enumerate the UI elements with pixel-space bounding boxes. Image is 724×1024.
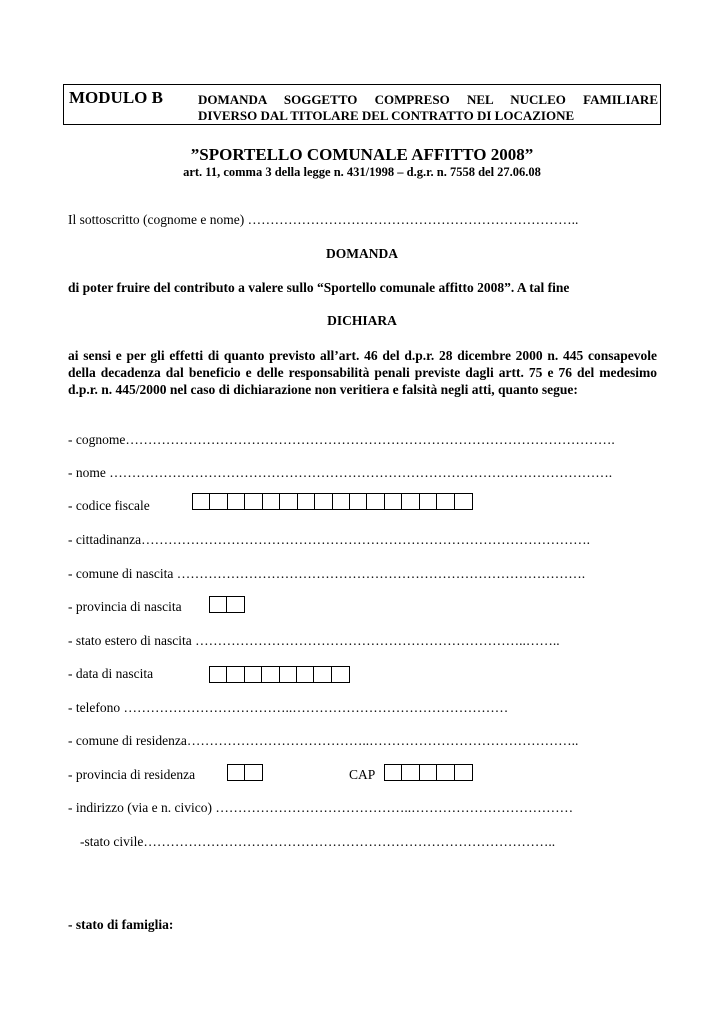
box-cell[interactable] [210, 667, 227, 682]
comune-residenza-field[interactable]: - comune di residenza…………………………………..……………………………………….. [68, 733, 579, 748]
box-cell[interactable] [385, 494, 402, 509]
provincia-residenza-label: - provincia di residenza [68, 767, 196, 782]
data-nascita-label: - data di nascita [68, 666, 154, 681]
dichiara-text: ai sensi e per gli effetti di quanto previsto all’art. 46 del d.p.r. 28 dicembre 2000 n. 445 consapevole della decadenza dal beneficio e delle responsabilità penali previste dagli artt. 75 e 76 del medesimo d.p.r. n. 445/2000 nel caso di dichiarazione non veritiera e falsità negli atti, quanto segue: [68, 348, 657, 397]
provincia-nascita-boxes[interactable] [209, 596, 245, 613]
box-cell[interactable] [455, 494, 472, 509]
box-cell[interactable] [227, 667, 244, 682]
box-cell[interactable] [437, 765, 454, 780]
codice-fiscale-boxes[interactable] [192, 493, 473, 510]
domanda-heading: DOMANDA [326, 246, 398, 261]
box-cell[interactable] [298, 494, 315, 509]
box-cell[interactable] [245, 765, 262, 780]
box-cell[interactable] [420, 765, 437, 780]
box-cell[interactable] [262, 667, 279, 682]
module-title-line2: DIVERSO DAL TITOLARE DEL CONTRATTO DI LOCAZIONE [198, 108, 575, 123]
box-cell[interactable] [315, 494, 332, 509]
box-cell[interactable] [297, 667, 314, 682]
cognome-field[interactable]: - cognome………………………………………………………………………………………………. [68, 432, 615, 447]
codice-fiscale-label: - codice fiscale [68, 498, 150, 513]
sottoscritto-field[interactable]: Il sottoscritto (cognome e nome) ……………………………………………………………….. [68, 212, 579, 227]
box-cell[interactable] [385, 765, 402, 780]
box-cell[interactable] [280, 667, 297, 682]
module-header-box [63, 84, 661, 125]
box-cell[interactable] [245, 494, 262, 509]
indirizzo-field[interactable]: - indirizzo (via e n. civico) ……………………………………..……………………………… [68, 800, 574, 815]
box-cell[interactable] [402, 765, 419, 780]
cap-boxes[interactable] [384, 764, 473, 781]
box-cell[interactable] [333, 494, 350, 509]
box-cell[interactable] [367, 494, 384, 509]
dichiara-heading: DICHIARA [327, 313, 397, 328]
box-cell[interactable] [314, 667, 331, 682]
box-cell[interactable] [210, 494, 227, 509]
box-cell[interactable] [332, 667, 349, 682]
box-cell[interactable] [227, 597, 244, 612]
document-subtitle: art. 11, comma 3 della legge n. 431/1998 – d.g.r. n. 7558 del 27.06.08 [183, 165, 541, 179]
module-title-line1: DOMANDA SOGGETTO COMPRESO NEL NUCLEO FAMILIARE [198, 92, 658, 107]
box-cell[interactable] [280, 494, 297, 509]
telefono-field[interactable]: - telefono ………………………………..………………………………………… [68, 700, 509, 715]
module-label: MODULO B [69, 88, 163, 107]
stato-civile-field[interactable]: -stato civile……………………………………………………………………………….. [80, 834, 556, 849]
stato-estero-field[interactable]: - stato estero di nascita ………………………………………………………………..…….. [68, 633, 560, 648]
nome-field[interactable]: - nome …………………………………………………………………………………………………. [68, 465, 613, 480]
comune-nascita-field[interactable]: - comune di nascita ………………………………………………………………………………. [68, 566, 586, 581]
domanda-text: di poter fruire del contributo a valere sullo “Sportello comunale affitto 2008”. A tal fine [68, 280, 570, 295]
provincia-nascita-label: - provincia di nascita [68, 599, 182, 614]
cap-label: CAP [349, 767, 376, 782]
box-cell[interactable] [228, 494, 245, 509]
stato-famiglia-heading: - stato di famiglia: [68, 917, 174, 932]
data-nascita-boxes[interactable] [209, 666, 350, 683]
box-cell[interactable] [228, 765, 245, 780]
document-title: ”SPORTELLO COMUNALE AFFITTO 2008” [190, 145, 534, 164]
box-cell[interactable] [245, 667, 262, 682]
box-cell[interactable] [402, 494, 419, 509]
cittadinanza-field[interactable]: - cittadinanza………………………………………………………………………………………. [68, 532, 590, 547]
provincia-residenza-boxes[interactable] [227, 764, 263, 781]
box-cell[interactable] [350, 494, 367, 509]
box-cell[interactable] [437, 494, 454, 509]
box-cell[interactable] [263, 494, 280, 509]
box-cell[interactable] [455, 765, 472, 780]
box-cell[interactable] [420, 494, 437, 509]
box-cell[interactable] [193, 494, 210, 509]
box-cell[interactable] [210, 597, 227, 612]
